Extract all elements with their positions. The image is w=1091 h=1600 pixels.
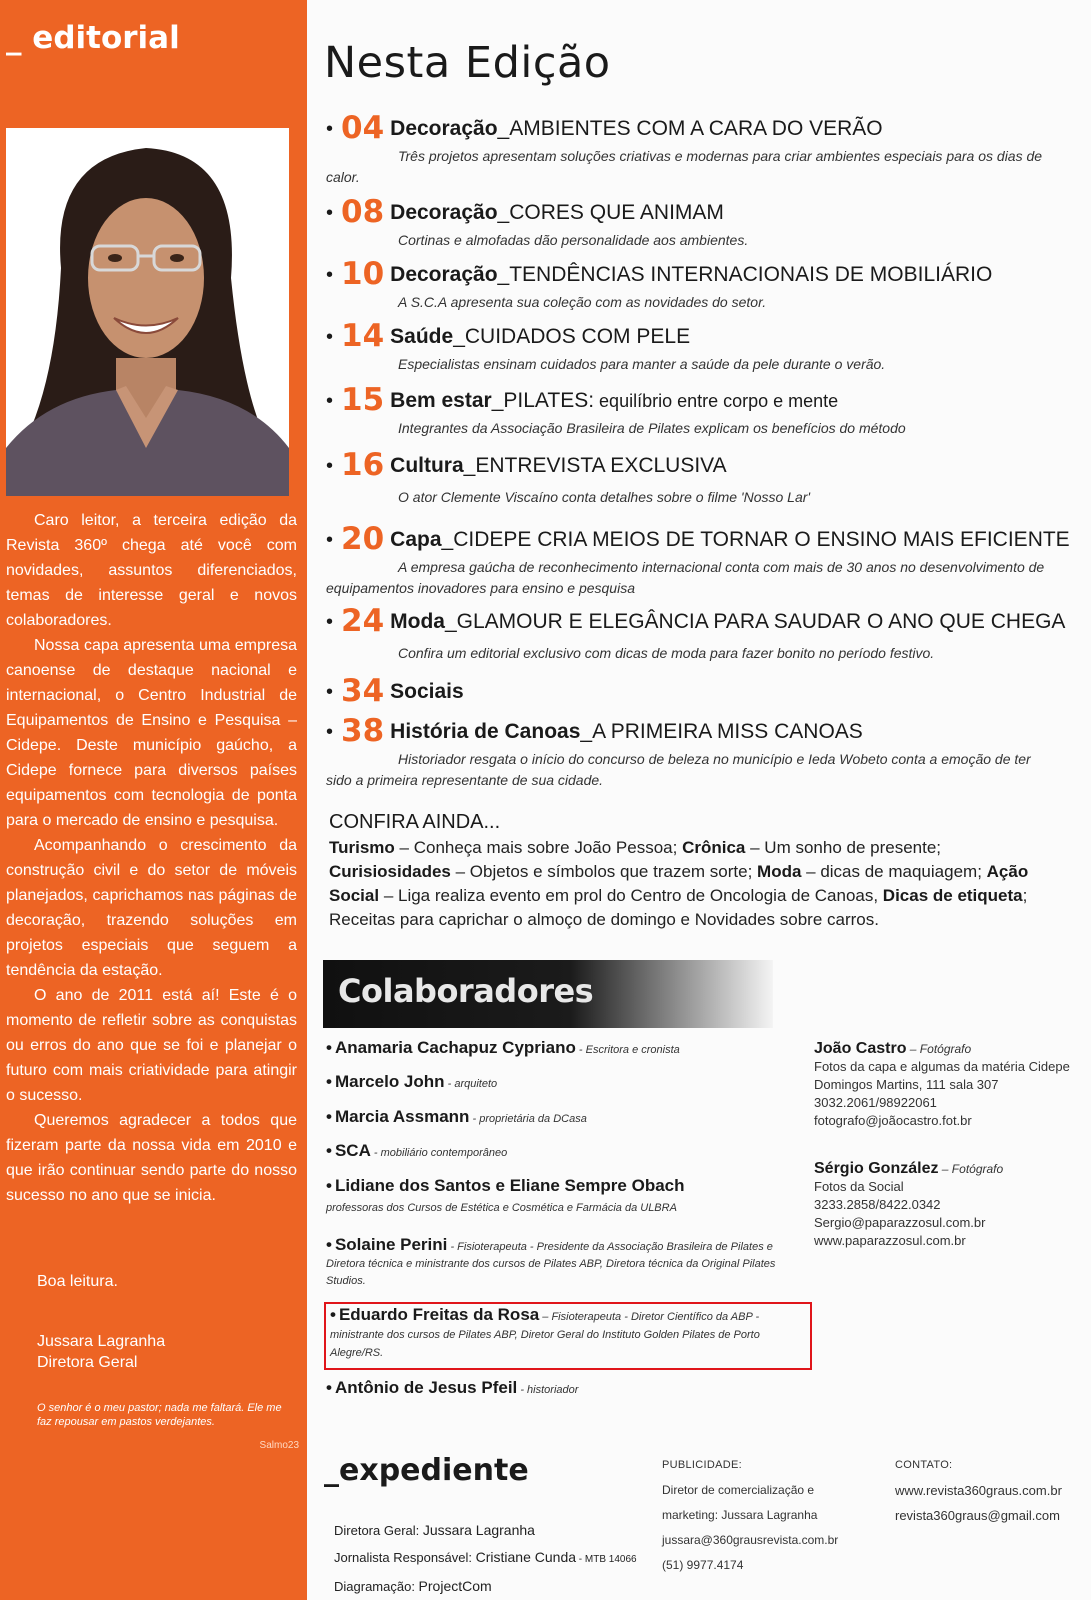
toc-item[interactable]	[326, 382, 1046, 439]
also-inside-desc: – dicas de maquiagem;	[801, 862, 987, 881]
contact-title: CONTATO:	[895, 1459, 953, 1471]
contributor-role: - proprietária da DCasa	[469, 1113, 587, 1125]
author-role: Diretora Geral	[37, 1354, 138, 1371]
contributor-item	[814, 1160, 1089, 1250]
contributor-name: Solaine Perini	[334, 1235, 448, 1254]
toc-item[interactable]	[326, 194, 1046, 251]
editorial-paragraph: Caro leitor, a terceira edição da Revista 360º chega até você com novidades, assuntos diferenciados, temas de interesse geral e novos colaboradores.	[6, 512, 297, 629]
contributor-name: Eduardo Freitas da Rosa	[338, 1305, 540, 1324]
editorial-paragraph: O ano de 2011 está aí! Este é o momento de refletir sobre as conquistas ou erros do ano que se foi e planejar o futuro com mais criatividade para atingir o sucesso.	[6, 987, 297, 1104]
advertising-title: PUBLICIDADE:	[662, 1459, 743, 1471]
editorial-paragraph: Acompanhando o crescimento da construção civil e do setor de móveis planejados, caprichamos nas páginas de decoração, trazendo soluções em projetos especiais que seguem a tendência da estação.	[6, 837, 297, 979]
page-number: 20	[341, 521, 385, 557]
bullet-icon: •	[326, 455, 334, 477]
contributor-role: - mobiliário contemporâneo	[370, 1147, 508, 1159]
contributor-role: – Fotógrafo	[906, 1042, 972, 1056]
director-portrait	[6, 128, 289, 496]
toc-headline: _AMBIENTES COM A CARA DO VERÃO	[497, 117, 883, 140]
contributor-website[interactable]: www.paparazzosul.com.br	[814, 1233, 966, 1248]
contributor-detail: Domingos Martins, 111 sala 307	[814, 1077, 999, 1092]
also-inside-label: Ação Social	[329, 862, 1029, 905]
editorial-paragraph: Queremos agradecer a todos que fizeram parte da nossa vida em 2010 e que irão continuar sendo parte do nosso sucesso no ano que se inicia.	[6, 1112, 297, 1204]
advertising-phone: (51) 9977.4174	[662, 1558, 744, 1572]
advertising-line: Diretor de comercialização e	[662, 1483, 815, 1497]
toc-headline: _ENTREVISTA EXCLUSIVA	[463, 454, 727, 477]
toc-headline: _PILATES:	[491, 389, 595, 412]
staff-label: Diretora Geral:	[334, 1523, 423, 1538]
bullet-icon: •	[326, 326, 334, 348]
bullet-icon: •	[326, 118, 334, 140]
contributor-item: • Lidiane dos Santos e Eliane Sempre Obach professoras dos Cursos de Estética e Cosmética e Farmácia da ULBRA	[326, 1176, 806, 1217]
staff-row	[334, 1517, 637, 1544]
page-number: 16	[341, 447, 385, 483]
toc-headline: _CORES QUE ANIMAM	[497, 201, 724, 224]
psalm-reference: Salmo23	[259, 1440, 299, 1451]
also-inside-text	[329, 836, 1059, 932]
contributor-role: - historiador	[517, 1384, 579, 1396]
page-number: 14	[341, 318, 385, 354]
toc-item[interactable]	[326, 318, 1046, 375]
contributor-name: Antônio de Jesus Pfeil	[334, 1378, 518, 1397]
page-number: 24	[341, 603, 385, 639]
staff-value: ProjectCom	[418, 1578, 492, 1594]
contributor-item: • SCA - mobiliário contemporâneo	[326, 1141, 508, 1160]
contributor-role: professoras dos Cursos de Estética e Cosmética e Farmácia da ULBRA	[326, 1202, 677, 1214]
contributor-role: - Escritora e cronista	[575, 1044, 680, 1056]
also-inside-label: Curisiosidades	[329, 862, 451, 881]
toc-headline-extra: equilíbrio entre corpo e mente	[594, 391, 839, 411]
contributor-item: • Eduardo Freitas da Rosa – Fisioterapeuta - Diretor Científico da ABP - ministrante dos cursos de Pilates ABP, Diretor Geral do Instituto Golden Pilates de Porto Alegre/RS.	[330, 1305, 760, 1359]
also-inside-desc: – Objetos e símbolos que trazem sorte;	[450, 862, 758, 881]
editorial-signature	[37, 1331, 165, 1373]
also-inside-desc: ; Receitas para caprichar o almoço de domingo e Novidades sobre carros.	[329, 886, 1028, 929]
page-number: 15	[341, 382, 385, 418]
bullet-icon: •	[326, 390, 334, 412]
contributor-name: Marcelo John	[334, 1072, 445, 1091]
editorial-text	[6, 508, 297, 1208]
toc-headline: _GLAMOUR E ELEGÂNCIA PARA SAUDAR O ANO QUE CHEGA	[444, 610, 1066, 633]
contents-title: Nesta Edição	[324, 38, 611, 88]
contributor-name: Sérgio González	[814, 1160, 939, 1177]
toc-category: Bem estar	[390, 389, 492, 412]
toc-category: Saúde	[390, 325, 454, 348]
toc-item[interactable]	[326, 673, 1046, 709]
toc-item[interactable]	[326, 256, 1046, 313]
toc-headline: _A PRIMEIRA MISS CANOAS	[580, 720, 863, 743]
staff-note: - MTB 14066	[576, 1554, 637, 1565]
contributor-role: – Fotógrafo	[938, 1162, 1004, 1176]
toc-item[interactable]	[326, 447, 1046, 508]
advertising-line: marketing: Jussara Lagranha	[662, 1508, 818, 1522]
toc-description: Confira um editorial exclusivo com dicas de moda para fazer bonito no período festivo.	[398, 645, 935, 661]
toc-category: Decoração	[390, 263, 498, 286]
also-inside-title: CONFIRA AINDA...	[329, 811, 501, 833]
contributor-email[interactable]: fotografo@joãocastro.fot.br	[814, 1113, 972, 1128]
toc-description: Especialistas ensinam cuidados para manter a saúde da pele durante o verão.	[398, 356, 886, 372]
contributor-name: Anamaria Cachapuz Cypriano	[334, 1038, 576, 1057]
contact-website[interactable]: www.revista360graus.com.br	[895, 1483, 1062, 1498]
advertising-block	[662, 1453, 892, 1578]
editorial-signoff: Boa leitura.	[37, 1273, 118, 1290]
bullet-icon: •	[326, 529, 334, 551]
page-number: 38	[341, 713, 385, 749]
toc-category: Moda	[390, 610, 445, 633]
also-inside-desc: – Conheça mais sobre João Pessoa;	[394, 838, 683, 857]
contributor-item	[814, 1040, 1089, 1130]
also-inside-section	[329, 811, 1059, 932]
editorial-title: _ editorial	[6, 20, 180, 56]
toc-category: Cultura	[390, 454, 464, 477]
contributor-detail: 3032.2061/98922061	[814, 1095, 937, 1110]
advertising-email[interactable]: jussara@360grausrevista.com.br	[662, 1533, 839, 1547]
toc-headline: _CIDEPE CRIA MEIOS DE TORNAR O ENSINO MAIS EFICIENTE	[441, 528, 1070, 551]
staff-row	[334, 1544, 637, 1573]
contributor-detail: Fotos da capa e algumas da matéria Cidepe	[814, 1059, 1070, 1074]
also-inside-label: Dicas de etiqueta	[882, 886, 1023, 905]
staff-label: Diagramação:	[334, 1579, 419, 1594]
contributor-item: • Marcelo John - arquiteto	[326, 1072, 498, 1091]
page-number: 08	[341, 194, 385, 230]
toc-category: Decoração	[390, 117, 498, 140]
psalm-quote: O senhor é o meu pastor; nada me faltará. Ele me faz repousar em pastos verdejantes.	[37, 1402, 282, 1428]
page-number: 10	[341, 256, 385, 292]
contact-block	[895, 1453, 1085, 1528]
contributor-name: SCA	[334, 1141, 371, 1160]
also-inside-desc: – Um sonho de presente;	[745, 838, 942, 857]
toc-description: O ator Clemente Viscaíno conta detalhes sobre o filme 'Nosso Lar'	[398, 489, 811, 505]
contributor-item: • Marcia Assmann - proprietária da DCasa	[326, 1107, 587, 1126]
staff-label: Jornalista Responsável:	[334, 1550, 476, 1565]
toc-description: Historiador resgata o início do concurso de beleza no município e Ieda Wobeto conta a emoção de ter sido a primeira representante de sua cidade.	[326, 751, 1031, 788]
toc-item[interactable]	[326, 110, 1046, 188]
bullet-icon: •	[326, 681, 334, 703]
page-number: 34	[341, 673, 385, 709]
toc-item[interactable]	[326, 603, 1066, 664]
toc-headline: _CUIDADOS COM PELE	[453, 325, 691, 348]
bullet-icon: •	[326, 611, 334, 633]
toc-headline: _TENDÊNCIAS INTERNACIONAIS DE MOBILIÁRIO	[497, 263, 993, 286]
toc-category: História de Canoas	[390, 720, 581, 743]
masthead-title: _expediente	[324, 1453, 529, 1488]
toc-description: A empresa gaúcha de reconhecimento internacional conta com mais de 30 anos no desenvolvimento de equipamentos inovadores para ensino e pesquisa	[326, 559, 1045, 596]
page-number: 04	[341, 110, 385, 146]
toc-description: Três projetos apresentam soluções criativas e modernas para criar ambientes especiais para os dias de calor.	[326, 148, 1043, 185]
toc-category: Capa	[390, 528, 442, 551]
contributor-role: – Fisioterapeuta - Diretor Científico da ABP - ministrante dos cursos de Pilates ABP, Diretor Geral do Instituto Golden Pilates de Porto Alegre/RS.	[330, 1311, 760, 1359]
staff-value: Jussara Lagranha	[422, 1522, 535, 1538]
author-name: Jussara Lagranha	[37, 1333, 166, 1350]
contributor-item: • Anamaria Cachapuz Cypriano - Escritora e cronista	[326, 1038, 680, 1057]
bullet-icon: •	[326, 264, 334, 286]
contributor-email[interactable]: Sergio@paparazzosul.com.br	[814, 1215, 986, 1230]
staff-row	[334, 1573, 637, 1600]
also-inside-label: Crônica	[682, 838, 746, 857]
also-inside-label: Moda	[757, 862, 802, 881]
contributor-name: Lidiane dos Santos e Eliane Sempre Obach	[334, 1176, 685, 1195]
toc-description: Integrantes da Associação Brasileira de Pilates explicam os benefícios do método	[398, 420, 906, 436]
toc-description: A S.C.A apresenta sua coleção com as novidades do setor.	[398, 294, 767, 310]
also-inside-label: Turismo	[329, 838, 395, 857]
contributor-role: - arquiteto	[444, 1078, 498, 1090]
contributor-detail: Fotos da Social	[814, 1179, 904, 1194]
bullet-icon: •	[326, 721, 334, 743]
toc-item[interactable]	[326, 521, 1070, 599]
contributor-name: João Castro	[814, 1040, 907, 1057]
contributor-item: • Antônio de Jesus Pfeil - historiador	[326, 1378, 579, 1397]
toc-category: Decoração	[390, 201, 498, 224]
toc-category: Sociais	[390, 680, 464, 703]
bullet-icon: •	[326, 202, 334, 224]
contributors-title: Colaboradores	[338, 972, 594, 1010]
contributor-detail: 3233.2858/8422.0342	[814, 1197, 941, 1212]
staff-value: Cristiane Cunda	[475, 1549, 577, 1565]
contributor-name: Marcia Assmann	[334, 1107, 470, 1126]
editorial-paragraph: Nossa capa apresenta uma empresa canoense de destaque nacional e internacional, o Centro Industrial de Equipamentos de Ensino e Pesquisa – Cidepe. Deste município gaúcho, a Cidepe fornece para diversos países equipamentos com tecnologia de ponta para o mercado de ensino e pesquisa.	[6, 637, 297, 829]
contact-email[interactable]: revista360graus@gmail.com	[895, 1508, 1060, 1523]
editorial-column	[0, 0, 307, 1600]
toc-description: Cortinas e almofadas dão personalidade aos ambientes.	[398, 232, 749, 248]
contributor-item: • Solaine Perini - Fisioterapeuta - Presidente da Associação Brasileira de Pilates e Diretora técnica e ministrante dos cursos de Pilates ABP, Diretora técnica da Original Pilates Studios.	[326, 1235, 776, 1287]
contributor-role: - Fisioterapeuta - Presidente da Associação Brasileira de Pilates e Diretora técnica e ministrante dos cursos de Pilates ABP, Diretora técnica da Original Pilates Studios.	[326, 1241, 776, 1287]
also-inside-desc: – Liga realiza evento em prol do Centro de Oncologia de Canoas,	[379, 886, 883, 905]
toc-item[interactable]	[326, 713, 1046, 791]
masthead-staff	[334, 1517, 637, 1600]
